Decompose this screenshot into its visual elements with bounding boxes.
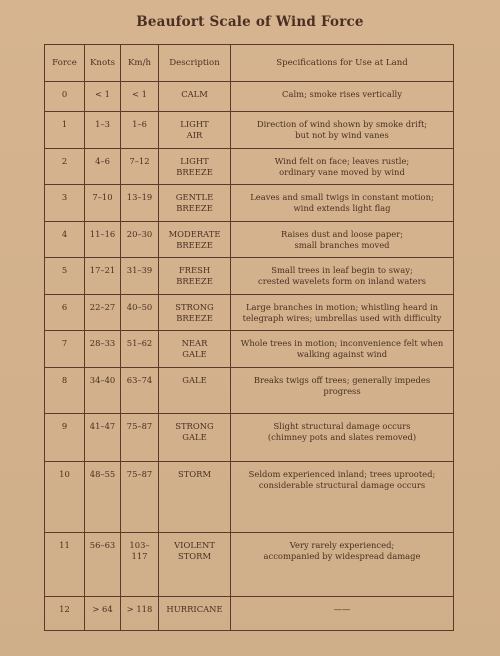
table-row — [45, 368, 454, 414]
description-line-1: STRONG — [175, 302, 214, 312]
specification-cell — [231, 149, 454, 185]
description-cell — [159, 414, 231, 462]
description-cell — [159, 597, 231, 631]
specification-line-1: Calm; smoke rises vertically — [282, 89, 402, 99]
specification-cell — [231, 331, 454, 368]
description-line-1: GALE — [182, 375, 207, 385]
specification-line-2: telegraph wires; umbrellas used with difficulty — [242, 313, 442, 323]
force-cell: 1 — [45, 112, 85, 149]
header-description: Description — [159, 45, 231, 82]
description-line-1: STRONG — [175, 421, 214, 431]
kmh-cell: 103–117 — [121, 533, 159, 597]
kmh-cell: 7–12 — [121, 149, 159, 185]
specification-cell — [231, 112, 454, 149]
specification-cell — [231, 597, 454, 631]
knots-cell: 22–27 — [85, 295, 121, 331]
kmh-cell: < 1 — [121, 82, 159, 112]
description-cell — [159, 149, 231, 185]
beaufort-table — [44, 44, 454, 631]
specification-line-2: accompanied by widespread damage — [263, 551, 421, 561]
kmh-cell: 51–62 — [121, 331, 159, 368]
force-cell: 2 — [45, 149, 85, 185]
table-row — [45, 185, 454, 222]
table-row — [45, 414, 454, 462]
force-cell: 7 — [45, 331, 85, 368]
kmh-cell: 75–87 — [121, 414, 159, 462]
knots-cell: 48–55 — [85, 462, 121, 533]
specification-cell — [231, 185, 454, 222]
description-line-1: LIGHT — [180, 119, 209, 129]
knots-cell: 34–40 — [85, 368, 121, 414]
specification-line-2: small branches moved — [294, 240, 390, 250]
description-line-1: VIOLENT — [174, 540, 215, 550]
kmh-cell: 13–19 — [121, 185, 159, 222]
description-line-2: BREEZE — [176, 240, 213, 250]
header-row — [45, 45, 454, 82]
specification-line-2: walking against wind — [296, 349, 388, 359]
specification-cell — [231, 533, 454, 597]
specification-line-1: Leaves and small twigs in constant motion; — [250, 192, 434, 202]
description-line-2: GALE — [182, 349, 207, 359]
header-force: Force — [45, 45, 85, 82]
specification-line-1: —— — [333, 604, 351, 614]
knots-cell: < 1 — [85, 82, 121, 112]
kmh-cell: 40–50 — [121, 295, 159, 331]
specification-line-1: Direction of wind shown by smoke drift; — [256, 119, 428, 129]
description-cell — [159, 533, 231, 597]
specification-line-1: Whole trees in motion; inconvenience felt when — [240, 338, 444, 348]
description-line-1: HURRICANE — [166, 604, 223, 614]
description-cell — [159, 112, 231, 149]
description-line-1: GENTLE — [175, 192, 214, 202]
table-row — [45, 533, 454, 597]
kmh-cell: 75–87 — [121, 462, 159, 533]
description-line-2: GALE — [182, 432, 207, 442]
description-cell — [159, 295, 231, 331]
table-row — [45, 149, 454, 185]
table-row — [45, 222, 454, 258]
kmh-cell: 31–39 — [121, 258, 159, 295]
knots-cell: 4–6 — [85, 149, 121, 185]
force-cell: 6 — [45, 295, 85, 331]
specification-line-1: Seldom experienced inland; trees uprooted; — [248, 469, 436, 479]
force-cell: 12 — [45, 597, 85, 631]
header-kmh: Km/h — [121, 45, 159, 82]
table-row — [45, 295, 454, 331]
description-line-1: NEAR — [181, 338, 208, 348]
knots-cell: 56–63 — [85, 533, 121, 597]
table-row — [45, 462, 454, 533]
description-line-2: STORM — [177, 551, 212, 561]
description-line-2: BREEZE — [176, 167, 213, 177]
specification-cell — [231, 82, 454, 112]
specification-line-1: Slight structural damage occurs — [273, 421, 411, 431]
force-cell: 9 — [45, 414, 85, 462]
description-line-1: STORM — [177, 469, 212, 479]
description-cell — [159, 82, 231, 112]
kmh-cell: 20–30 — [121, 222, 159, 258]
description-line-1: LIGHT — [180, 156, 209, 166]
specification-cell — [231, 368, 454, 414]
force-cell: 8 — [45, 368, 85, 414]
specification-line-2: ordinary vane moved by wind — [279, 167, 405, 177]
specification-cell — [231, 258, 454, 295]
description-line-2: BREEZE — [176, 313, 213, 323]
header-knots: Knots — [85, 45, 121, 82]
kmh-cell: 63–74 — [121, 368, 159, 414]
table-row — [45, 258, 454, 295]
table-row — [45, 597, 454, 631]
specification-line-1: Large branches in motion; whistling heard in — [245, 302, 439, 312]
specification-line-2: (chimney pots and slates removed) — [267, 432, 417, 442]
description-cell — [159, 331, 231, 368]
description-cell — [159, 368, 231, 414]
knots-cell: 41–47 — [85, 414, 121, 462]
force-cell: 11 — [45, 533, 85, 597]
table-row — [45, 112, 454, 149]
force-cell: 4 — [45, 222, 85, 258]
description-cell — [159, 185, 231, 222]
kmh-cell: > 118 — [121, 597, 159, 631]
knots-cell: 7–10 — [85, 185, 121, 222]
description-line-1: MODERATE — [168, 229, 221, 239]
description-cell — [159, 462, 231, 533]
description-line-2: BREEZE — [176, 276, 213, 286]
table-row — [45, 331, 454, 368]
description-line-1: CALM — [181, 89, 208, 99]
table-row — [45, 82, 454, 112]
knots-cell: 28–33 — [85, 331, 121, 368]
specification-cell — [231, 295, 454, 331]
force-cell: 0 — [45, 82, 85, 112]
force-cell: 10 — [45, 462, 85, 533]
knots-cell: > 64 — [85, 597, 121, 631]
knots-cell: 11–16 — [85, 222, 121, 258]
specification-line-2: but not by wind vanes — [295, 130, 389, 140]
specification-line-1: Very rarely experienced; — [289, 540, 395, 550]
knots-cell: 1–3 — [85, 112, 121, 149]
description-line-2: AIR — [186, 130, 203, 140]
kmh-cell: 1–6 — [121, 112, 159, 149]
specification-line-1: Small trees in leaf begin to sway; — [271, 265, 413, 275]
specification-line-1: Breaks twigs off trees; generally impedes progress — [253, 375, 431, 396]
specification-cell — [231, 222, 454, 258]
description-line-2: BREEZE — [176, 203, 213, 213]
specification-cell — [231, 414, 454, 462]
description-line-1: FRESH — [178, 265, 211, 275]
specification-line-2: considerable structural damage occurs — [258, 480, 426, 490]
description-cell — [159, 222, 231, 258]
specification-line-2: wind extends light flag — [293, 203, 391, 213]
force-cell: 5 — [45, 258, 85, 295]
specification-line-2: crested wavelets form on inland waters — [258, 276, 426, 286]
specification-line-1: Raises dust and loose paper; — [280, 229, 404, 239]
header-specifications: Specifications for Use at Land — [231, 45, 454, 82]
description-cell — [159, 258, 231, 295]
specification-cell — [231, 462, 454, 533]
knots-cell: 17–21 — [85, 258, 121, 295]
specification-line-1: Wind felt on face; leaves rustle; — [274, 156, 410, 166]
force-cell: 3 — [45, 185, 85, 222]
page-title: Beaufort Scale of Wind Force — [136, 14, 364, 30]
